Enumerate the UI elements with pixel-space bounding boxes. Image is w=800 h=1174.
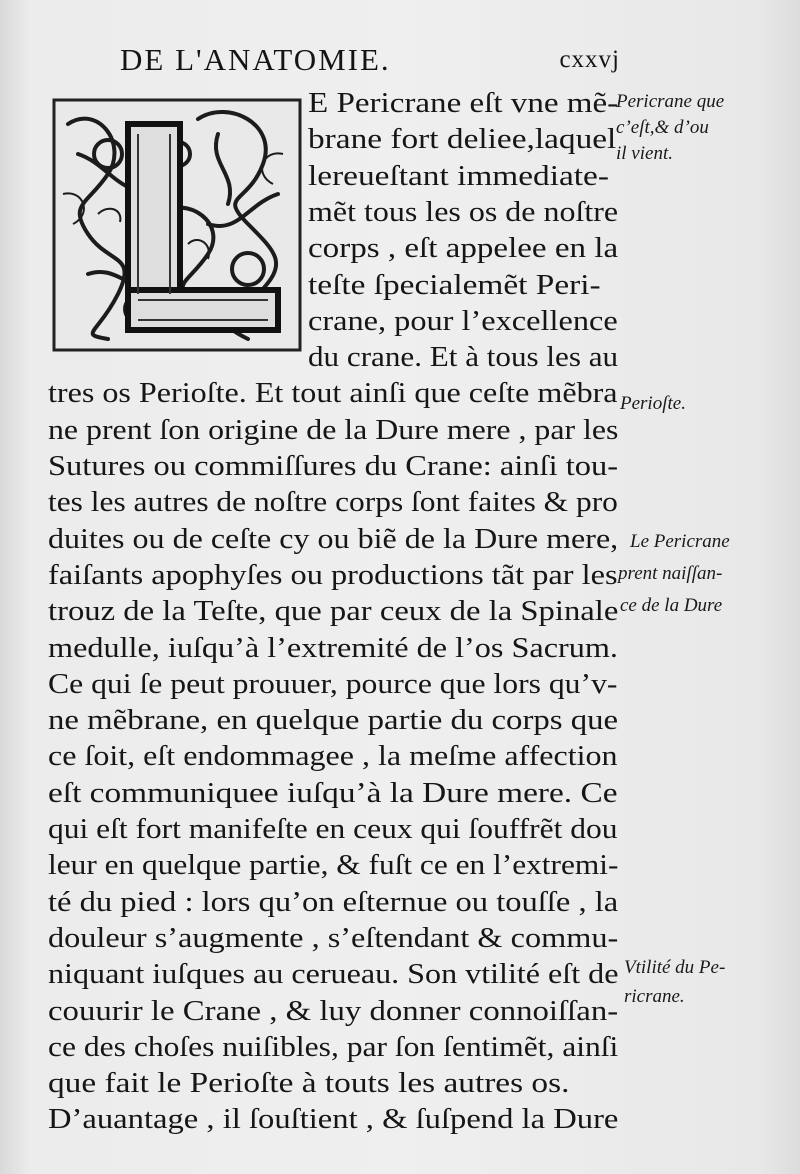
text-line: ne prent ſon origine de la Dure mere , par les	[48, 413, 619, 446]
text-line: mẽt tous les os de noſtre	[308, 195, 619, 228]
text-line: que fait le Perioſte à touts les autres os.	[48, 1067, 570, 1100]
running-head	[120, 42, 620, 82]
text-line: D’auantage , il ſouſtient , & ſuſpend la Dure	[48, 1103, 619, 1136]
text-line: lereueſtant immediate-	[308, 159, 609, 192]
text-line: corps , eſt appelee en la	[308, 232, 619, 265]
margin-note: Perioſte.	[620, 393, 686, 414]
text-line: tres os Perioſte. Et tout ainſi que ceſte mẽbra	[48, 377, 618, 410]
text-line: douleur s’augmente , s’eſtendant & commu-	[48, 921, 619, 954]
text-line: trouz de la Teſte, que par ceux de la Spinale	[48, 595, 619, 628]
margin-note: il vient.	[616, 143, 673, 164]
text-line: duites ou de ceſte cy ou biẽ de la Dure mere,	[48, 522, 619, 555]
text-line: teſte ſpecialemẽt Peri-	[308, 268, 601, 301]
margin-note: Vtilité du Pe-	[624, 957, 726, 978]
text-line: qui eſt fort manifeſte en ceux qui ſouffrẽt dou	[48, 813, 618, 845]
initial-letter-ornament	[48, 94, 306, 356]
text-line: tes les autres de noſtre corps ſont faites & pro	[48, 486, 618, 519]
running-title: DE L'ANATOMIE.	[120, 42, 391, 77]
text-line: Sutures ou commiſſures du Crane: ainſi tou-	[48, 450, 619, 482]
folio-number: cxxvj	[559, 46, 620, 73]
text-line: faiſants apophyſes ou productions tãt par les	[48, 558, 618, 591]
text-line: Ce qui ſe peut prouuer, pource que lors qu’v-	[48, 667, 618, 700]
text-line: couurir le Crane , & luy donner connoiſſan-	[48, 994, 619, 1027]
text-line: eſt communiquee iuſqu’à la Dure mere. Ce	[48, 776, 618, 809]
text-line: brane fort deliee,laquel	[308, 123, 617, 156]
margin-note: ricrane.	[624, 986, 685, 1007]
text-line: ne mẽbrane, en quelque partie du corps que	[48, 704, 619, 737]
margin-note: Pericrane que	[616, 91, 725, 112]
text-line: E Pericrane eſt vne mẽ-	[308, 87, 619, 119]
text-line: medulle, iuſqu’à l’extremité de l’os Sacrum.	[48, 631, 618, 664]
text-line: té du pied : lors qu’on eſternue ou touſſe , la	[48, 885, 619, 918]
text-line: crane, pour l’excellence	[308, 304, 618, 337]
margin-note: ce de la Dure	[620, 595, 723, 616]
margin-note: c’eſt,& d’ou	[616, 117, 709, 138]
margin-note: prent naiſſan-	[618, 563, 723, 584]
text-line: niquant iuſques au cerueau. Son vtilité eſt de	[48, 958, 619, 991]
text-line: ce ſoit, eſt endommagee , la meſme affection	[48, 740, 618, 773]
margin-note: Le Pericrane	[630, 531, 730, 552]
text-line: leur en quelque partie, & fuſt ce en l’extremi-	[48, 849, 619, 882]
text-line: ce des choſes nuiſibles, par ſon ſentimẽt, ainſi	[48, 1030, 619, 1063]
text-line: du crane. Et à tous les au	[308, 341, 619, 374]
ornamental-initial-letter	[48, 94, 306, 356]
